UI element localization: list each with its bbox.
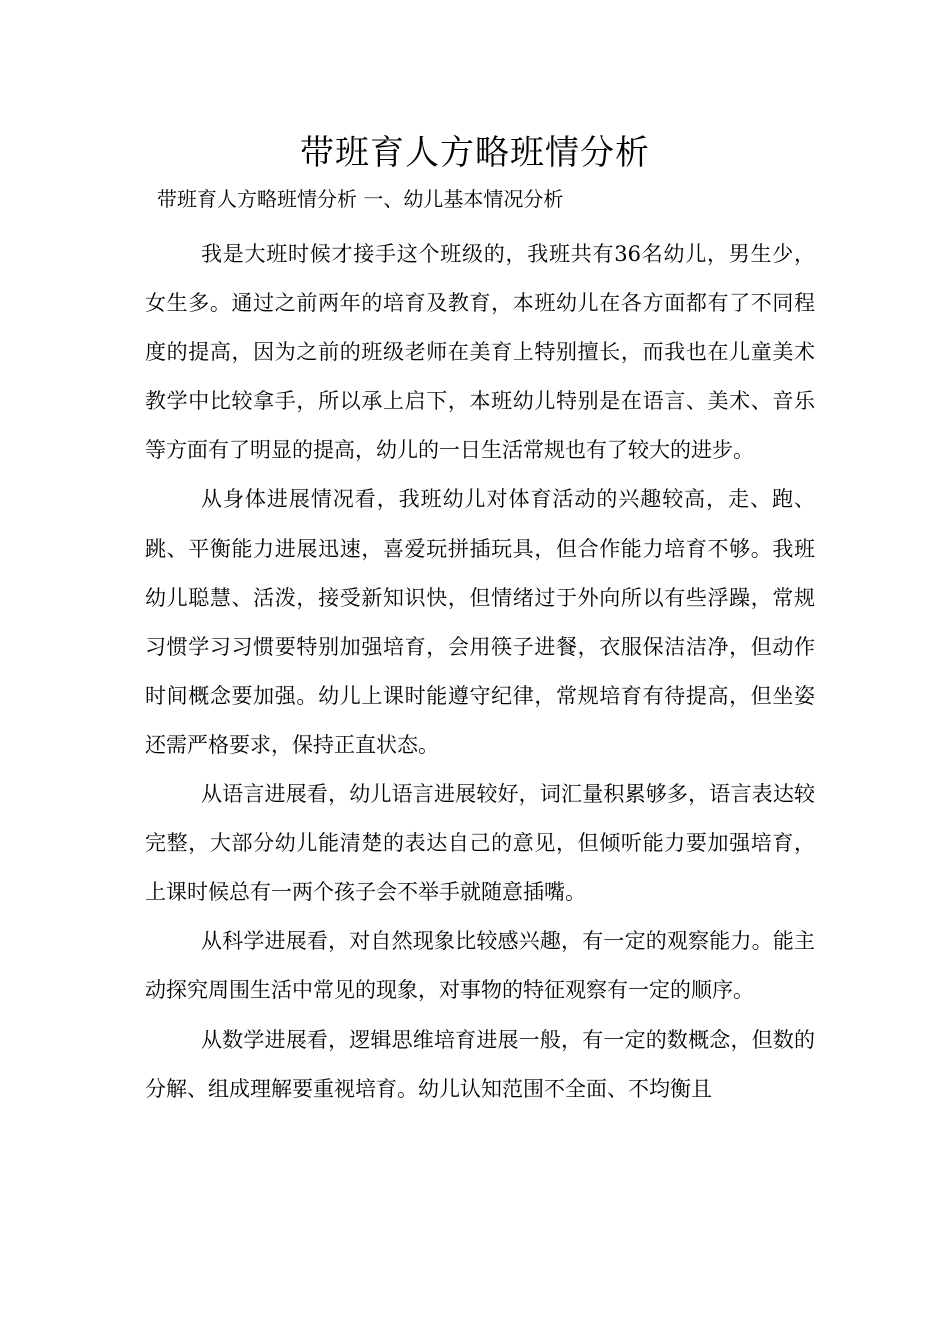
document-body (145, 230, 815, 1114)
document-title: 带班育人方略班情分析 (300, 133, 650, 173)
paragraph: 从数学进展看，逻辑思维培育进展一般，有一定的数概念，但数的分解、组成理解要重视培育。幼儿认知范围不全面、不均衡且 (145, 1027, 815, 1101)
paragraph: 从语言进展看，幼儿语言进展较好，词汇量积累够多，语言表达较完整，大部分幼儿能清楚的表达自己的意见，但倾听能力要加强培育，上课时候总有一两个孩子会不举手就随意插嘴。 (145, 782, 815, 905)
paragraph: 从身体进展情况看，我班幼儿对体育活动的兴趣较高，走、跑、跳、平衡能力进展迅速，喜爱玩拼插玩具，但合作能力培育不够。我班幼儿聪慧、活泼，接受新知识快，但情绪过于外向所以有些浮躁，常规习惯学习习惯要特别加强培育，会用筷子进餐，衣服保洁洁净，但动作时间概念要加强。幼儿上课时能遵守纪律，常规培育有待提高，但坐姿还需严格要求，保持正直状态。 (145, 487, 815, 757)
paragraph: 我是大班时候才接手这个班级的，我班共有36名幼儿，男生少，女生多。通过之前两年的培育及教育，本班幼儿在各方面都有了不同程度的提高，因为之前的班级老师在美育上特别擅长，而我也在儿童美术教学中比较拿手，所以承上启下，本班幼儿特别是在语言、美术、音乐等方面有了明显的提高，幼儿的一日生活常规也有了较大的进步。 (145, 242, 815, 463)
document-subtitle: 带班育人方略班情分析 一、幼儿基本情况分析 (157, 187, 564, 211)
paragraph: 从科学进展看，对自然现象比较感兴趣，有一定的观察能力。能主动探究周围生活中常见的现象，对事物的特征观察有一定的顺序。 (145, 929, 815, 1003)
